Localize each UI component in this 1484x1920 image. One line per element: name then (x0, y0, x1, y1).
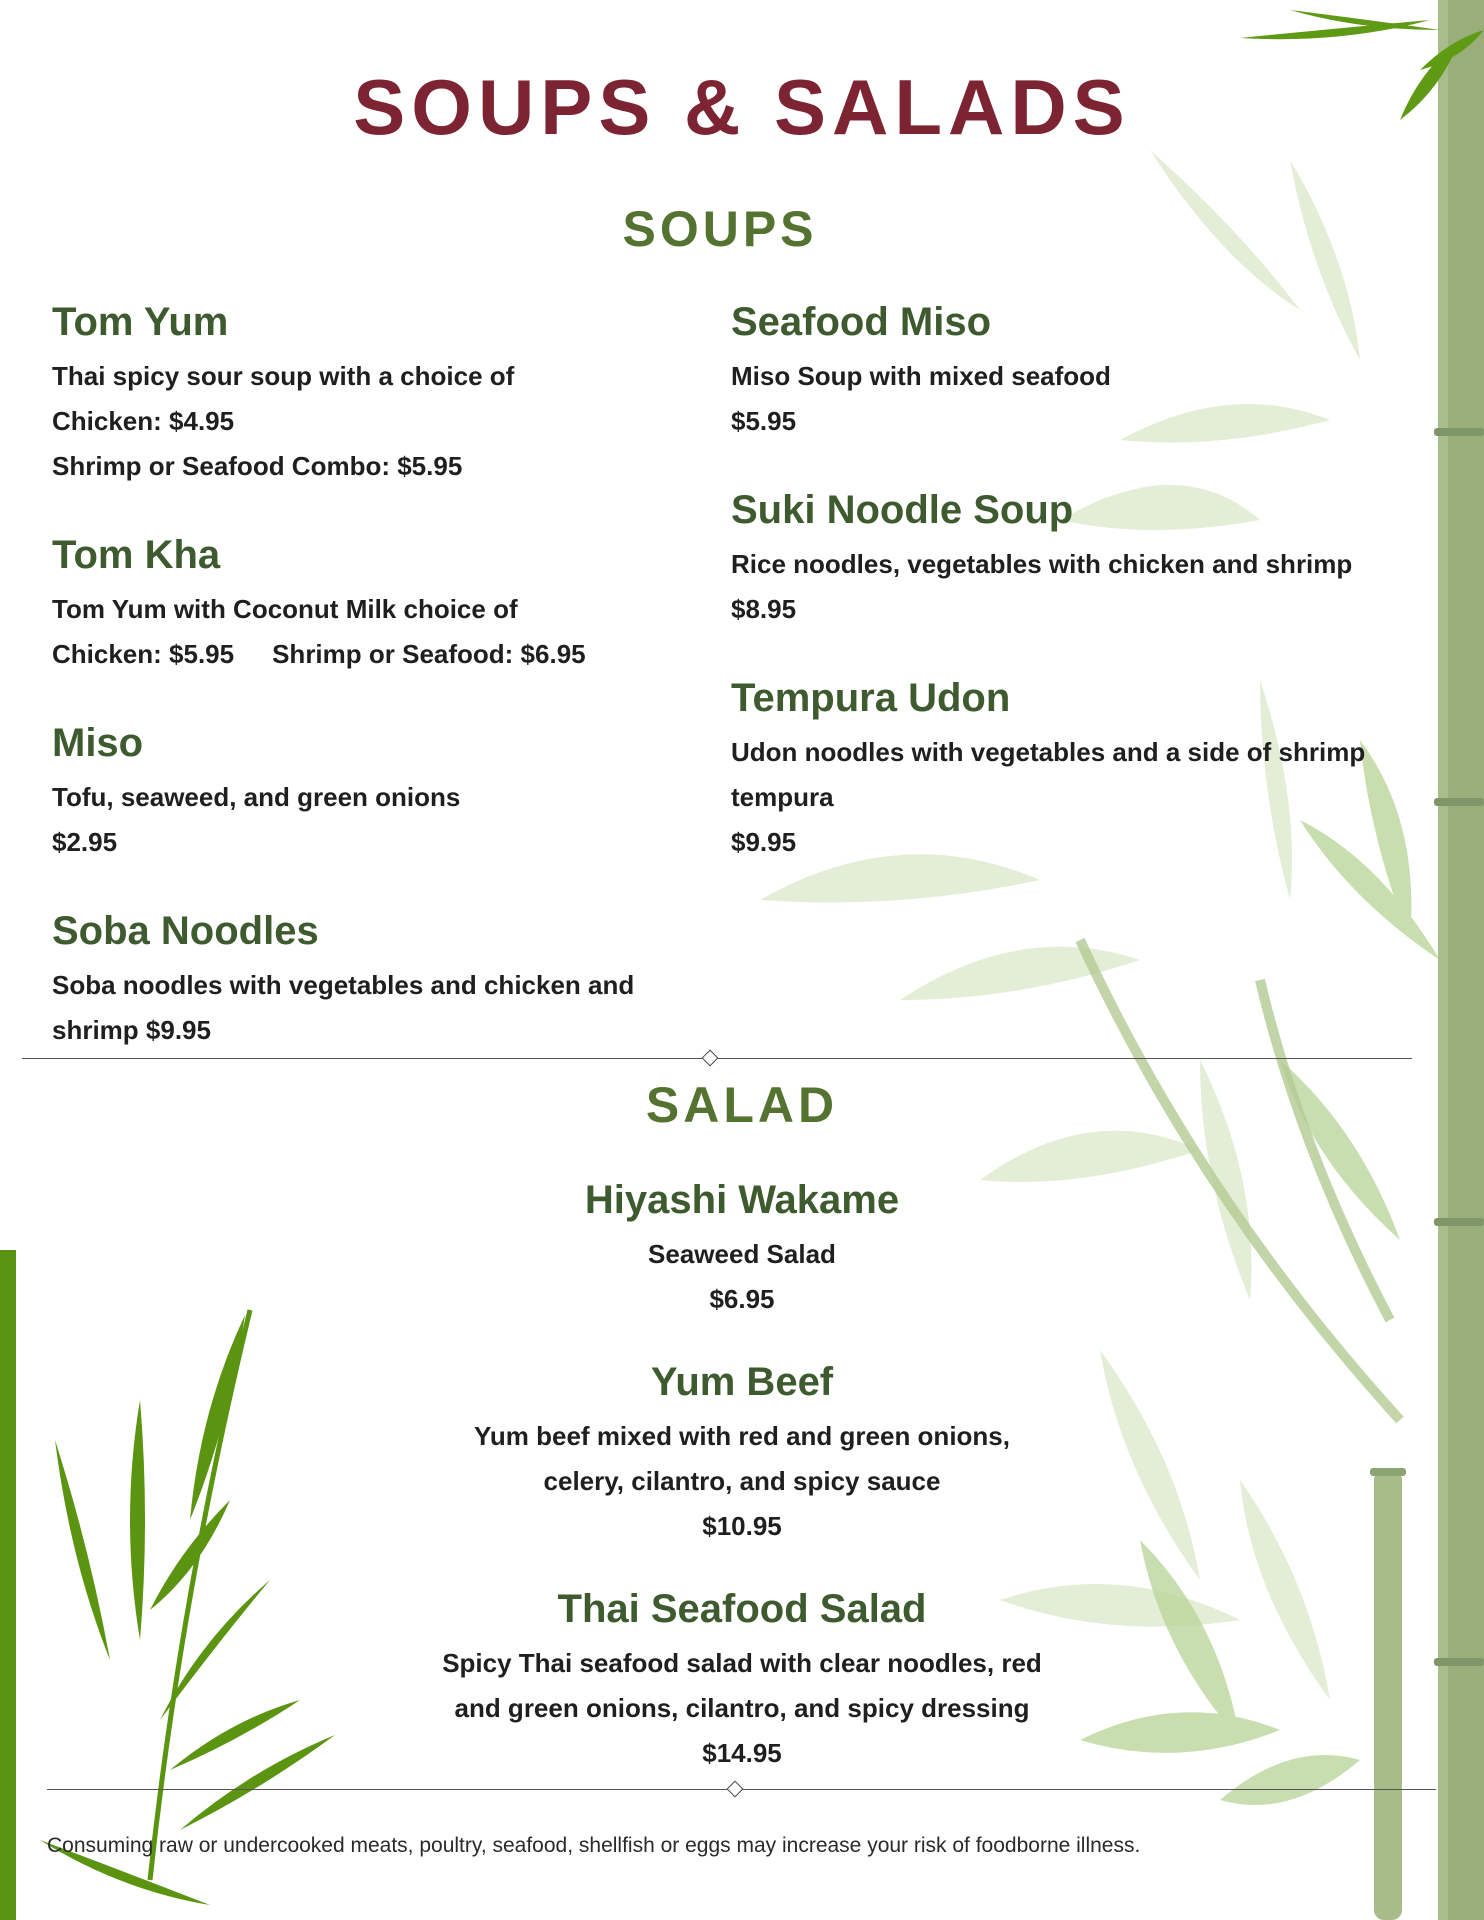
item-price: $10.95 (702, 1511, 782, 1541)
item-name: Tom Kha (52, 533, 221, 577)
item-name: Tom Yum (52, 300, 229, 344)
item-price: $9.95 (731, 827, 797, 857)
item-name: Miso (52, 721, 144, 765)
item-description: Seaweed Salad (648, 1239, 836, 1269)
item-name: Soba Noodles (52, 909, 319, 953)
item-name: Thai Seafood Salad (557, 1587, 927, 1631)
item-description: Miso Soup with mixed seafood (731, 361, 1111, 391)
item-description: tempura (731, 782, 834, 812)
menu-item-tom-kha (52, 535, 692, 677)
item-name: Suki Noodle Soup (731, 488, 1074, 532)
item-price: $5.95 (731, 406, 797, 436)
item-description: and green onions, cilantro, and spicy dressing (454, 1693, 1030, 1723)
page-title: SOUPS & SALADS (353, 63, 1131, 151)
divider-diamond-icon (727, 1781, 744, 1798)
item-price: $8.95 (731, 594, 797, 624)
item-description: Udon noodles with vegetables and a side of shrimp (731, 737, 1366, 767)
item-description: Rice noodles, vegetables with chicken and shrimp (731, 549, 1353, 579)
item-name: Yum Beef (650, 1360, 834, 1404)
menu-item-yum-beef (0, 1362, 1484, 1549)
item-description: celery, cilantro, and spicy sauce (543, 1466, 941, 1496)
item-price-row (52, 632, 692, 677)
menu-item-soba-noodles (52, 911, 692, 1053)
item-description: Yum beef mixed with red and green onions, (474, 1421, 1010, 1451)
menu-item-hiyashi-wakame (0, 1180, 1484, 1322)
item-price: Shrimp or Seafood: $6.95 (272, 639, 586, 669)
item-description: Soba noodles with vegetables and chicken and (52, 970, 635, 1000)
item-description: Spicy Thai seafood salad with clear noodles, red (442, 1648, 1042, 1678)
menu-item-miso (52, 723, 692, 865)
menu-item-suki-noodle-soup (731, 490, 1431, 632)
item-name: Tempura Udon (731, 676, 1011, 720)
menu-item-tempura-udon (731, 678, 1431, 865)
item-price: Chicken: $4.95 (52, 406, 235, 436)
item-price: Chicken: $5.95 (52, 639, 235, 669)
item-name: Seafood Miso (731, 300, 992, 344)
item-description: Thai spicy sour soup with a choice of (52, 361, 515, 391)
divider-diamond-icon (702, 1050, 719, 1067)
menu-item-thai-seafood-salad (0, 1589, 1484, 1776)
item-name: Hiyashi Wakame (584, 1178, 900, 1222)
menu-item-tom-yum (52, 302, 692, 489)
item-description: Tofu, seaweed, and green onions (52, 782, 461, 812)
item-price: $14.95 (702, 1738, 782, 1768)
item-price: $6.95 (709, 1284, 775, 1314)
soups-heading: SOUPS (622, 201, 818, 257)
item-description: Tom Yum with Coconut Milk choice of (52, 594, 518, 624)
item-description: shrimp $9.95 (52, 1015, 211, 1045)
food-safety-disclaimer: Consuming raw or undercooked meats, poultry, seafood, shellfish or eggs may increase your risk of foodborne illness. (47, 1834, 1141, 1857)
soups-right-column (731, 302, 1431, 911)
menu-item-seafood-miso (731, 302, 1431, 444)
item-price: $2.95 (52, 827, 118, 857)
soups-left-column (52, 302, 692, 1099)
salad-heading: SALAD (645, 1077, 839, 1133)
item-price: Shrimp or Seafood Combo: $5.95 (52, 451, 463, 481)
